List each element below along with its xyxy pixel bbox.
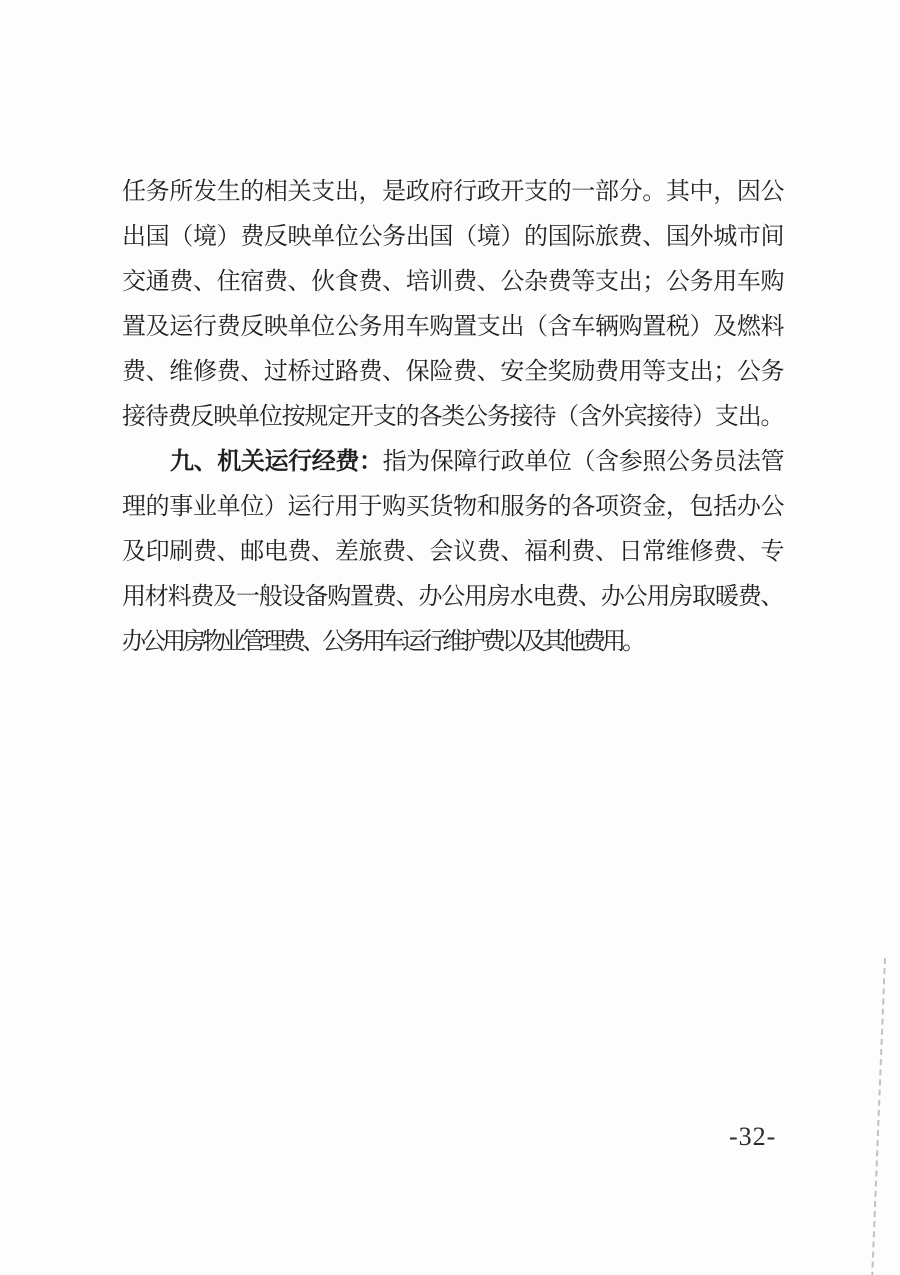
paragraph1-line-2: 出国（境）费反映单位公务出国（境）的国际旅费、国外城市间 [122, 224, 783, 250]
paragraph2-line-1 [122, 440, 783, 485]
paragraph2-line-2: 理的事业单位）运行用于购买货物和服务的各项资金，包括办公 [122, 494, 783, 520]
page-number: -32- [729, 1122, 777, 1151]
paragraph1-line-6: 接待费反映单位按规定开支的各类公务接待（含外宾接待）支出。 [122, 404, 783, 430]
section-heading: 九、机关运行经费： [170, 449, 383, 475]
paragraph1-line-3: 交通费、住宿费、伙食费、培训费、公杂费等支出；公务用车购 [122, 269, 783, 295]
paragraph1-line-1: 任务所发生的相关支出，是政府行政开支的一部分。其中，因公 [122, 179, 783, 205]
paragraph2-line-5: 办公用房物业管理费、公务用车运行维护费以及其他费用。 [122, 629, 642, 655]
scan-artifact-line [871, 958, 886, 1275]
body-text [122, 170, 783, 665]
paragraph2-line-1-text: 指为保障行政单位（含参照公务员法管 [382, 449, 784, 475]
paragraph1-line-4: 置及运行费反映单位公务用车购置支出（含车辆购置税）及燃料 [122, 314, 783, 340]
paragraph1-line-5: 费、维修费、过桥过路费、保险费、安全奖励费用等支出；公务 [122, 359, 783, 385]
paragraph2-line-4: 用材料费及一般设备购置费、办公用房水电费、办公用房取暖费、 [122, 584, 783, 610]
paragraph2-line-3: 及印刷费、邮电费、差旅费、会议费、福利费、日常维修费、专 [122, 539, 783, 565]
